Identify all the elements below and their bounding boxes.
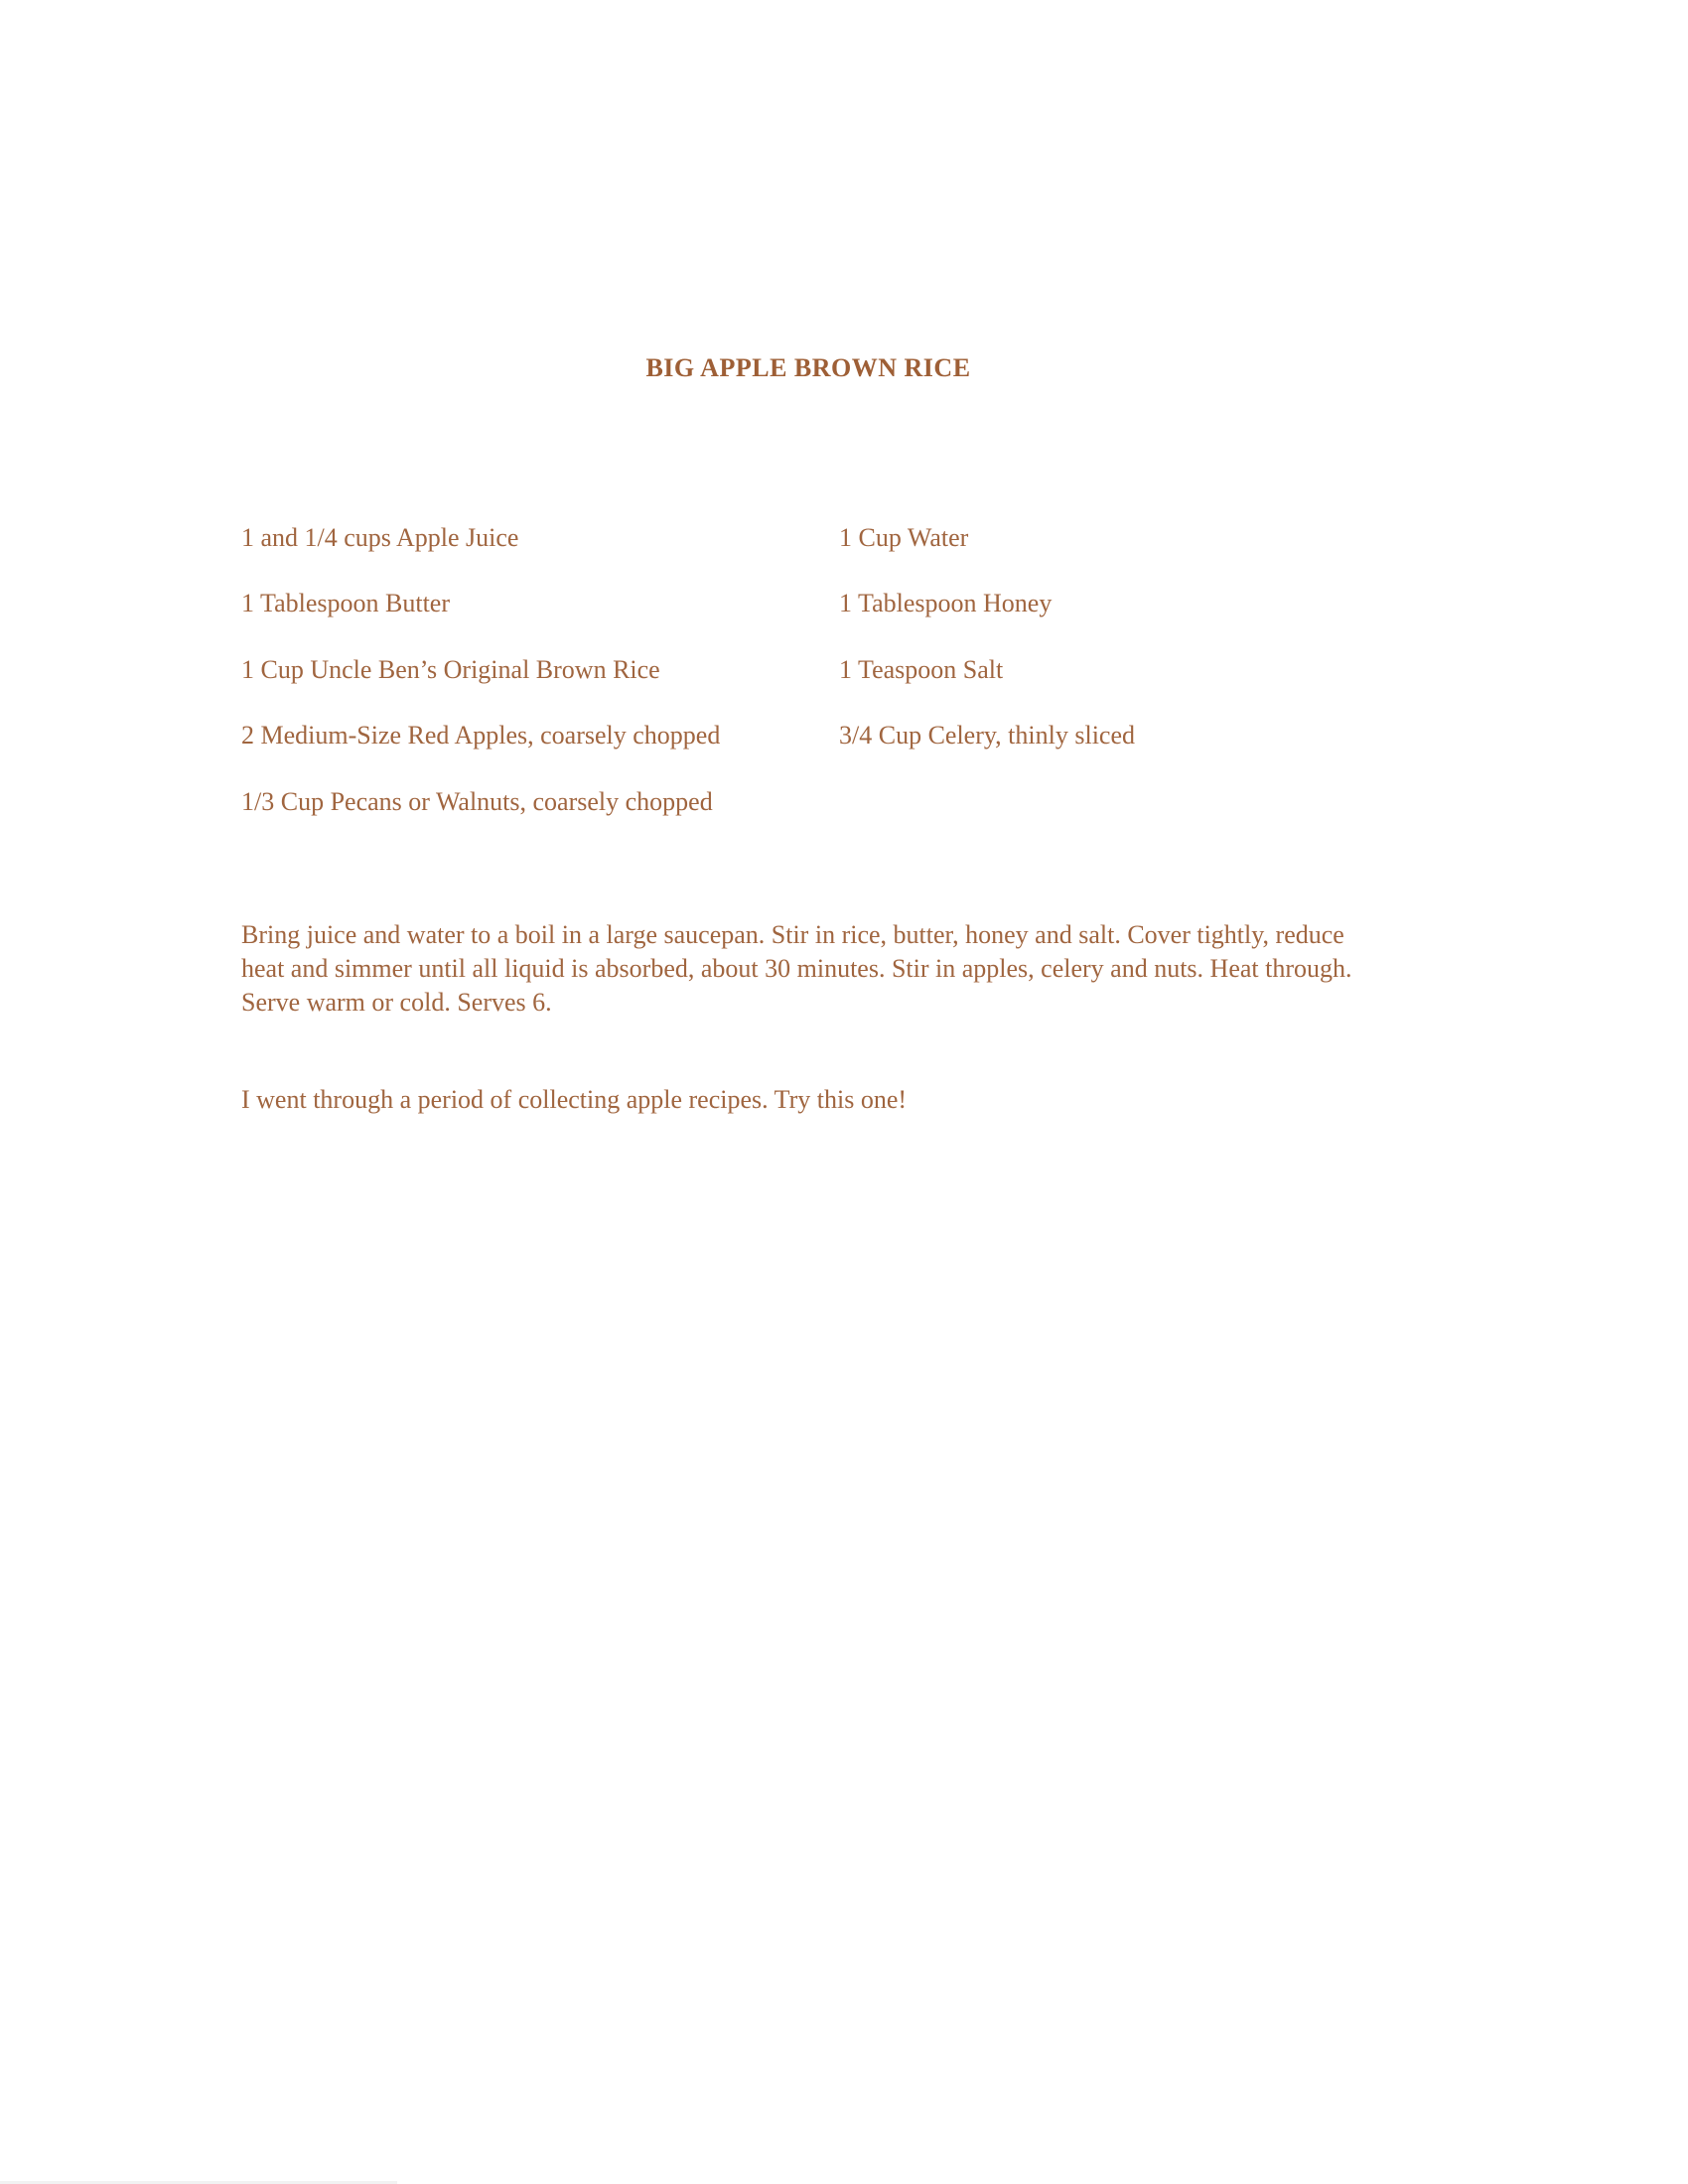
ingredient-salt: 1 Teaspoon Salt <box>839 655 1004 684</box>
recipe-note: I went through a period of collecting apple recipes. Try this one! <box>241 1085 908 1114</box>
ingredient-apple-juice: 1 and 1/4 cups Apple Juice <box>241 523 519 552</box>
ingredient-brown-rice: 1 Cup Uncle Ben’s Original Brown Rice <box>241 655 660 684</box>
ingredient-butter: 1 Tablespoon Butter <box>241 589 451 617</box>
ingredient-water: 1 Cup Water <box>839 523 969 552</box>
recipe-title: BIG APPLE BROWN RICE <box>645 353 971 382</box>
recipe-instructions: Bring juice and water to a boil in a large saucepan. Stir in rice, butter, honey and salt. Cover tightly, reduce heat and simmer until all liquid is absorbed, about 30 minutes. Stir in apples, celery and nuts. Heat through. Serve warm or cold. Serves 6. <box>241 920 1352 1017</box>
ingredient-honey: 1 Tablespoon Honey <box>839 589 1053 617</box>
ingredient-nuts: 1/3 Cup Pecans or Walnuts, coarsely chopped <box>241 787 713 816</box>
ingredient-celery: 3/4 Cup Celery, thinly sliced <box>839 721 1135 750</box>
ingredient-red-apples: 2 Medium-Size Red Apples, coarsely chopped <box>241 721 721 750</box>
